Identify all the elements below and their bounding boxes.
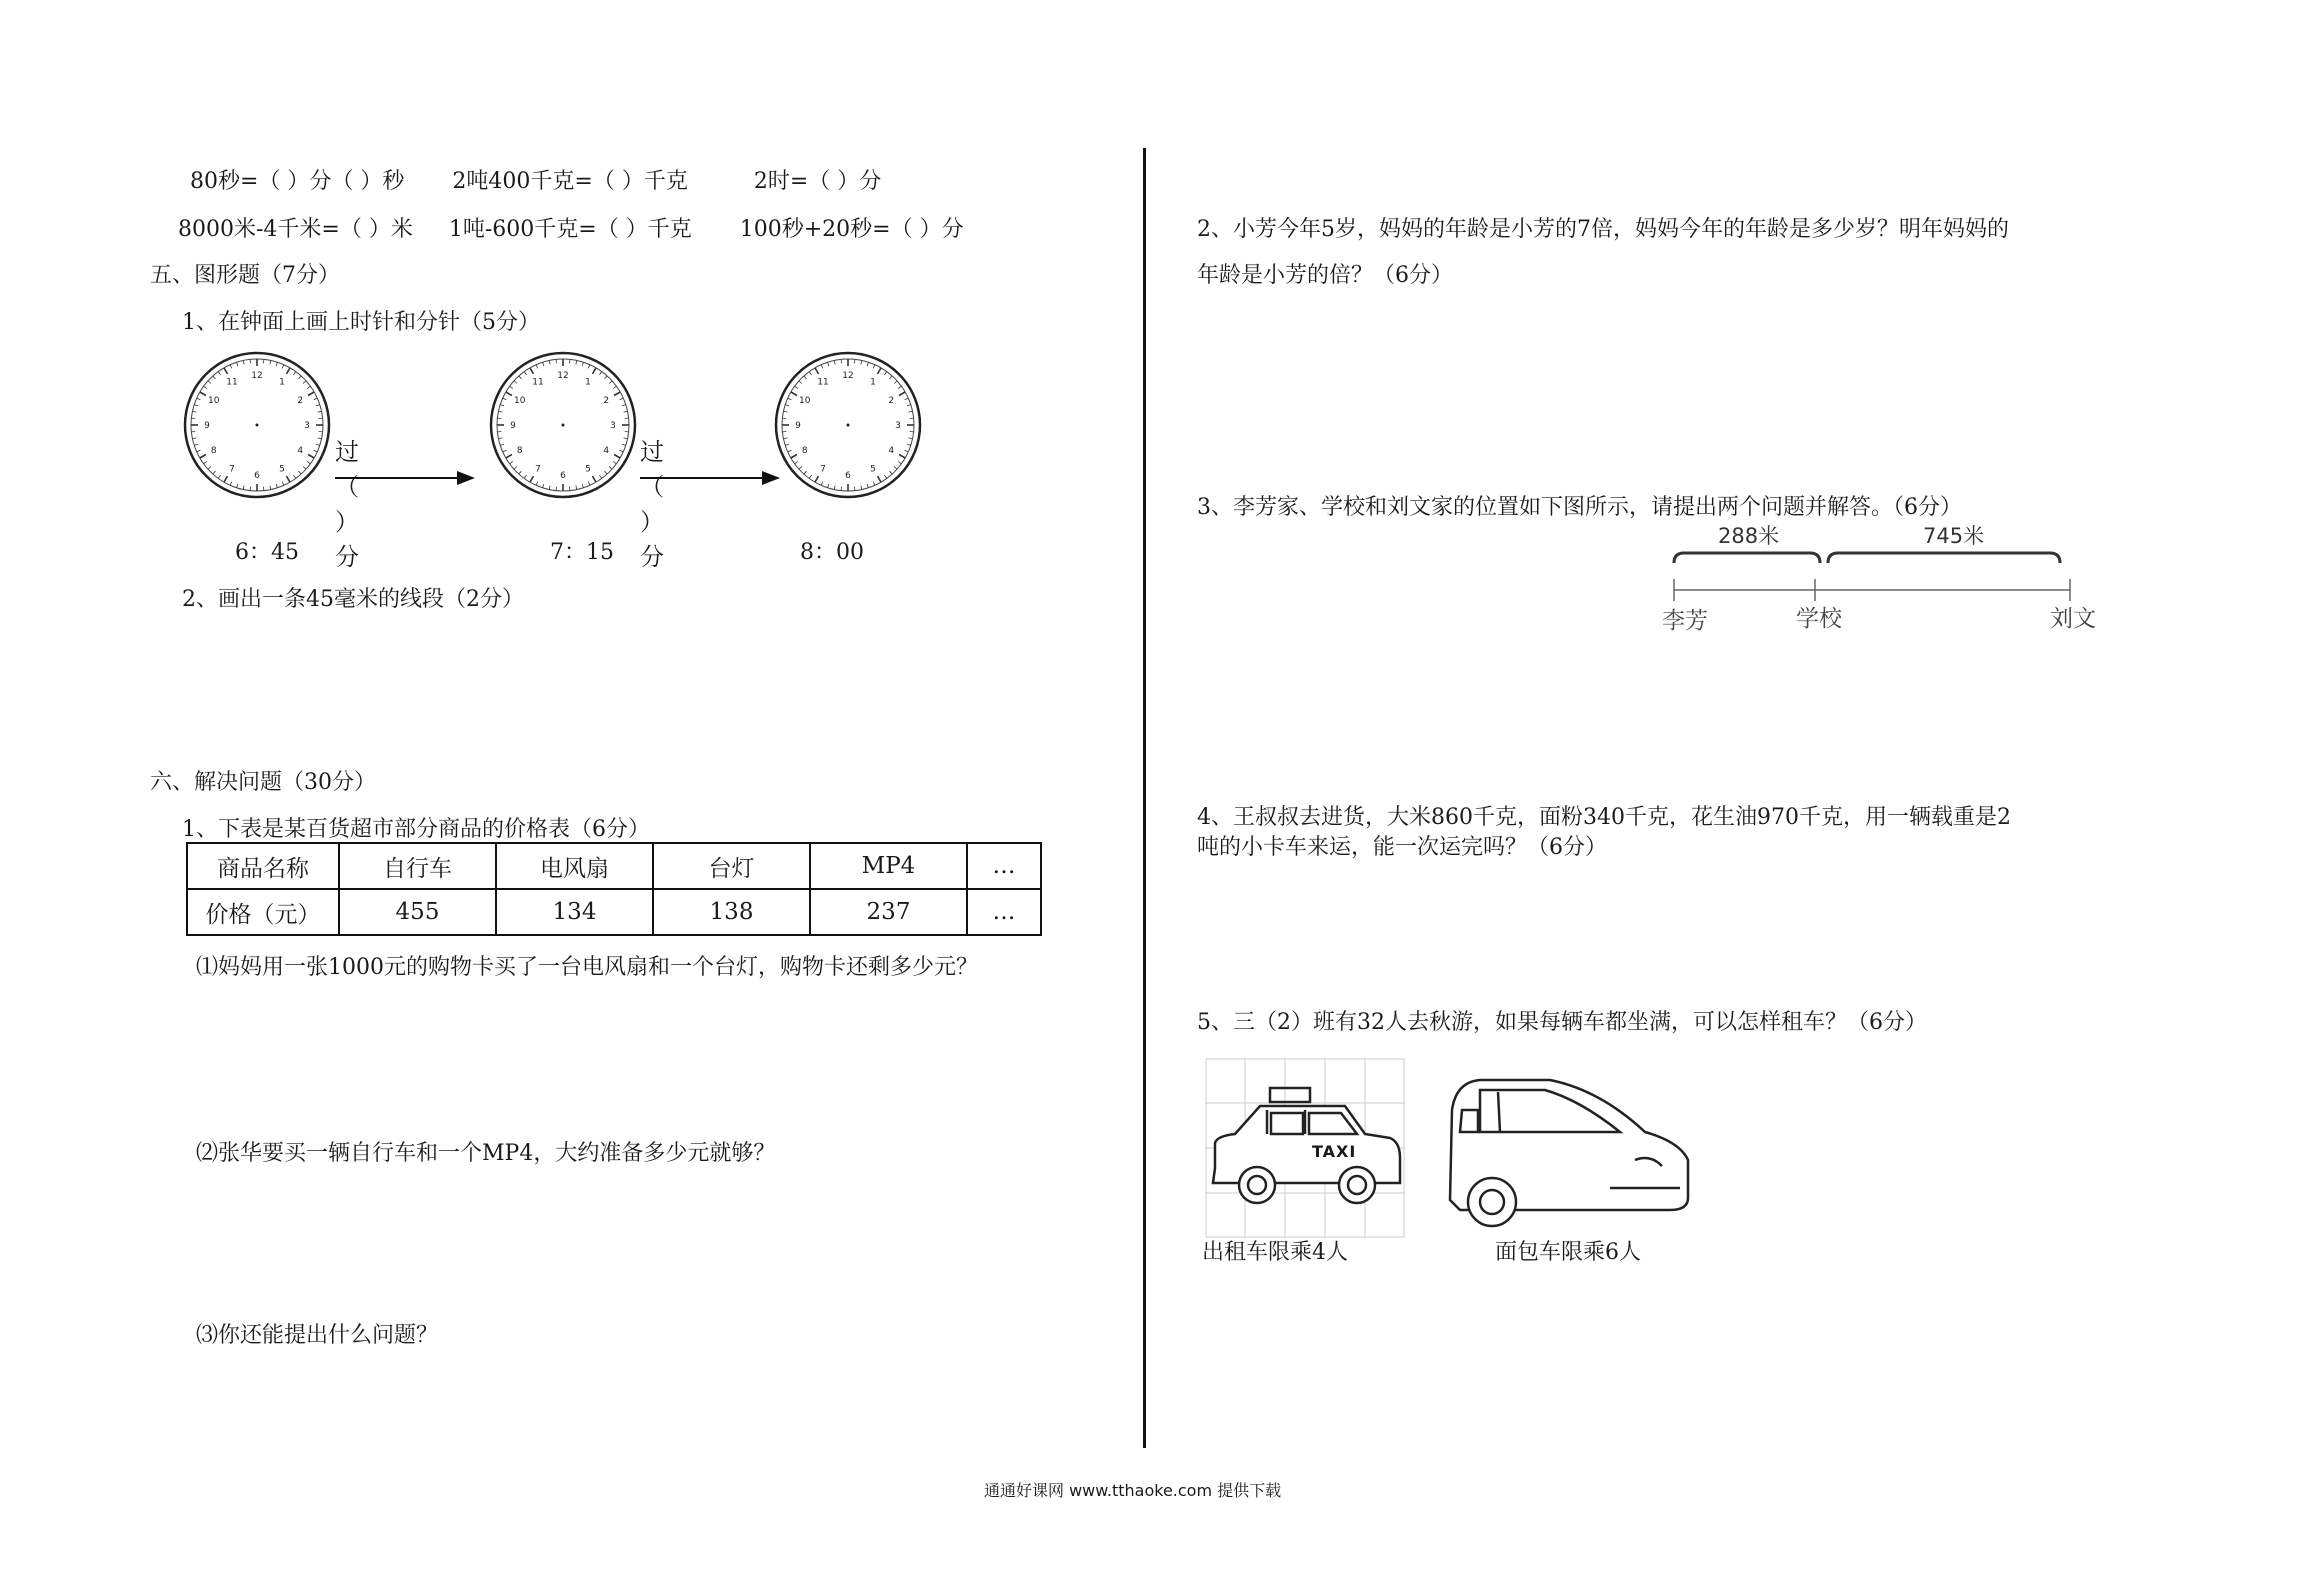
svg-text:11: 11 [817, 377, 829, 388]
place-label: 学校 [1796, 606, 1842, 632]
clock-time-label: 8：00 [800, 540, 864, 565]
svg-text:7: 7 [820, 464, 826, 475]
question-3: 3、李芳家、学校和刘文家的位置如下图所示，请提出两个问题并解答。（6分） [1197, 495, 1962, 520]
svg-text:2: 2 [297, 396, 304, 406]
svg-text:12: 12 [557, 371, 569, 381]
svg-text:6: 6 [845, 471, 851, 481]
svg-text:11: 11 [532, 377, 544, 388]
svg-text:7: 7 [229, 464, 235, 475]
svg-text:7: 7 [535, 464, 541, 475]
section-6-title: 六、解决问题（30分） [150, 770, 376, 795]
conversion-item: 2时=（ ）分 [753, 169, 882, 194]
question-2-line-2: 年龄是小芳的倍？（6分） [1197, 263, 1453, 288]
place-label: 李芳 [1662, 608, 1708, 634]
svg-text:4: 4 [888, 446, 895, 456]
svg-text:1: 1 [279, 377, 285, 388]
table-cell: 237 [810, 889, 967, 935]
svg-text:5: 5 [585, 464, 591, 475]
svg-text:10: 10 [513, 396, 526, 406]
table-cell: MP4 [810, 843, 967, 889]
arrow-right-icon [335, 468, 475, 488]
price-table [186, 842, 1042, 936]
clock-time-label: 6：45 [235, 540, 299, 565]
table-cell: 商品名称 [187, 843, 339, 889]
svg-text:1: 1 [585, 377, 591, 388]
brace-shape [1828, 553, 2060, 563]
footer-credit: 通通好课网 www.tthaoke.com 提供下载 [984, 1481, 1282, 1500]
svg-text:8: 8 [801, 446, 808, 456]
table-cell: … [967, 889, 1041, 935]
arrow-right-icon [640, 468, 780, 488]
svg-text:4: 4 [603, 446, 610, 456]
clock-face-icon[interactable] [773, 350, 923, 500]
taxi-caption: 出租车限乘4人 [1202, 1240, 1348, 1265]
conversion-item: 8000米-4千米=（ ）米 [178, 217, 413, 242]
svg-text:2: 2 [603, 396, 610, 406]
table-cell: 价格（元） [187, 889, 339, 935]
svg-text:4: 4 [297, 446, 304, 456]
question-4-line-2: 吨的小卡车来运，能一次运完吗？（6分） [1197, 835, 1607, 860]
svg-text:9: 9 [204, 421, 210, 431]
question-5-1: 1、在钟面上画上时针和分针（5分） [182, 310, 540, 335]
question-5-2: 2、画出一条45毫米的线段（2分） [182, 587, 524, 612]
question-6-1-3: ⑶你还能提出什么问题？ [196, 1323, 439, 1348]
svg-text:3: 3 [610, 421, 616, 431]
van-caption: 面包车限乘6人 [1495, 1240, 1641, 1265]
svg-text:10: 10 [207, 396, 220, 406]
table-cell: 138 [653, 889, 810, 935]
conversion-item: 100秒+20秒=（ ）分 [739, 217, 964, 242]
section-5-title: 五、图形题（7分） [150, 263, 340, 288]
question-4-line-1: 4、王叔叔去进货，大米860千克，面粉340千克，花生油970千克，用一辆载重是2 [1197, 805, 2011, 830]
place-label: 刘文 [2050, 606, 2096, 632]
svg-text:1: 1 [870, 377, 876, 388]
svg-text:12: 12 [842, 371, 854, 381]
svg-text:3: 3 [304, 421, 310, 431]
table-cell: 电风扇 [496, 843, 653, 889]
column-divider [1143, 148, 1146, 1448]
svg-text:9: 9 [510, 421, 516, 431]
conversion-item: 80秒=（ ）分（ ）秒 [190, 169, 405, 194]
conversion-item: 1吨-600千克=（ ）千克 [448, 217, 692, 242]
table-row [187, 889, 1041, 935]
table-cell: 134 [496, 889, 653, 935]
distance-label-1: 288米 [1718, 524, 1780, 548]
table-row [187, 843, 1041, 889]
question-6-1-1: ⑴妈妈用一张1000元的购物卡买了一台电风扇和一个台灯，购物卡还剩多少元？ [196, 955, 978, 980]
svg-text:6: 6 [560, 471, 566, 481]
taxi-sign: TAXI [1312, 1142, 1357, 1161]
conversion-row-2 [178, 212, 964, 243]
svg-text:5: 5 [870, 464, 876, 475]
clock-face-icon[interactable] [488, 350, 638, 500]
van-icon [1440, 1070, 1700, 1230]
svg-text:8: 8 [516, 446, 523, 456]
svg-text:3: 3 [895, 421, 901, 431]
svg-text:12: 12 [251, 371, 263, 381]
question-2-line-1: 2、小芳今年5岁，妈妈的年龄是小芳的7倍，妈妈今年的年龄是多少岁？明年妈妈的 [1197, 217, 2009, 242]
svg-text:9: 9 [795, 421, 801, 431]
arrow-label: 过（ ）分 [640, 438, 664, 571]
table-cell: 台灯 [653, 843, 810, 889]
table-cell: 自行车 [339, 843, 496, 889]
table-cell: 455 [339, 889, 496, 935]
question-6-1-2: ⑵张华要买一辆自行车和一个MP4，大约准备多少元就够？ [196, 1141, 776, 1166]
distance-label-2: 745米 [1923, 524, 1985, 548]
svg-text:8: 8 [210, 446, 217, 456]
svg-text:10: 10 [798, 396, 811, 406]
svg-text:11: 11 [226, 377, 238, 388]
taxi-icon [1205, 1058, 1405, 1238]
question-6-1: 1、下表是某百货超市部分商品的价格表（6分） [182, 817, 650, 842]
conversion-item: 2吨400千克=（ ）千克 [452, 169, 688, 194]
svg-text:5: 5 [279, 464, 285, 475]
table-cell: … [967, 843, 1041, 889]
svg-text:2: 2 [888, 396, 895, 406]
svg-text:6: 6 [254, 471, 260, 481]
conversion-row-1 [190, 164, 881, 195]
brace-shape [1674, 553, 1820, 563]
question-5: 5、三（2）班有32人去秋游，如果每辆车都坐满，可以怎样租车？（6分） [1197, 1010, 1927, 1035]
clock-time-label: 7：15 [550, 540, 614, 565]
clock-face-icon[interactable] [182, 350, 332, 500]
arrow-label: 过（ ）分 [335, 438, 359, 571]
